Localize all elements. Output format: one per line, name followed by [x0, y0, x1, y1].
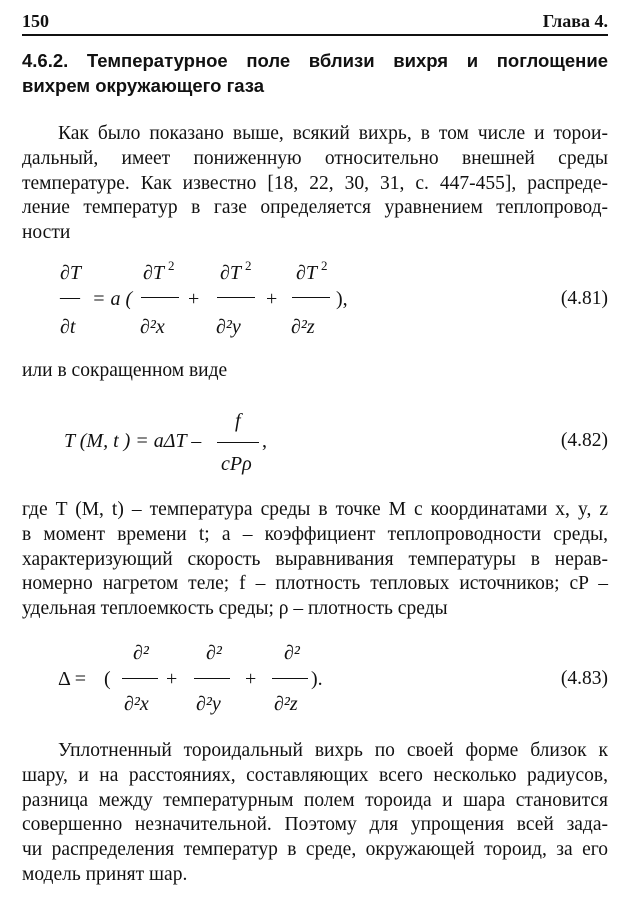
equation-number: (4.83) — [560, 668, 608, 689]
page-header — [22, 8, 608, 36]
paragraph-intro — [22, 122, 608, 246]
eq-lhs-numerator: ∂T — [60, 262, 82, 284]
text-line: в момент времени t; a – коэффициент теплопроводности среды, — [22, 523, 608, 545]
eq-fraction-bar — [217, 442, 259, 443]
eq-tail: , — [262, 430, 267, 452]
eq-frac1-denominator: ∂²x — [140, 316, 165, 338]
eq-frac2-bar — [194, 678, 230, 679]
text-line: номерно нагретом теле; f – плотность тепловых источников; cP – — [22, 573, 608, 595]
text-line: шару, и на расстояниях, составляющих всего несколько радиусов, — [22, 764, 608, 786]
text-line: температуре. Как известно [18, 22, 30, 31, с. 447-455], распреде- — [22, 172, 608, 194]
paragraph-short-form: или в сокращенном виде — [22, 360, 228, 381]
text-line: где T (M, t) – температура среды в точке M с координатами x, y, z — [22, 499, 608, 520]
text-line: ление температур в газе определяется уравнением теплопровод- — [22, 197, 608, 219]
eq-lhs: T (M, t ) = aΔT – — [64, 430, 202, 452]
paragraph-conclusion — [22, 739, 608, 888]
eq-coefficient: = a ( — [92, 288, 133, 310]
eq-frac1-bar — [141, 297, 179, 298]
text-line: разница между температурным полем тороида и шара становится — [22, 789, 608, 811]
eq-frac1-numerator: ∂² — [133, 642, 149, 664]
eq-plus: + — [188, 288, 200, 310]
eq-frac3-numerator: ∂² — [284, 642, 300, 664]
eq-numerator: f — [235, 410, 241, 432]
text-line: характеризующий скорость выравнивания температуры в нерав- — [22, 548, 608, 570]
eq-frac2-denominator: ∂²y — [216, 316, 241, 338]
eq-plus: + — [266, 288, 278, 310]
eq-frac2-denominator: ∂²y — [196, 693, 221, 715]
eq-frac3-denominator: ∂²z — [274, 693, 298, 715]
text-line: совершенно незначительной. Поэтому для упрощения всей зада- — [22, 814, 608, 836]
eq-frac2-numerator: ∂T — [220, 262, 242, 284]
eq-frac1-denominator: ∂²x — [124, 693, 149, 715]
eq-close: ). — [311, 668, 323, 690]
section-heading-line: 4.6.2. Температурное поле вблизи вихря и поглощение — [22, 50, 608, 71]
eq-lhs-denominator: ∂t — [60, 316, 76, 338]
eq-frac3-numerator: ∂T — [296, 262, 318, 284]
section-heading-line: вихрем окружающего газа — [22, 75, 265, 96]
eq-frac2-numerator: ∂² — [206, 642, 222, 664]
eq-frac2-exponent: 2 — [245, 258, 252, 273]
equation-number: (4.82) — [560, 430, 608, 451]
text-line: модель принят шар. — [22, 863, 188, 885]
eq-lhs: Δ = — [58, 668, 87, 690]
eq-denominator: cPρ — [221, 453, 252, 475]
eq-frac3-exponent: 2 — [321, 258, 328, 273]
text-line: ности — [22, 222, 71, 244]
eq-frac3-bar — [272, 678, 308, 679]
eq-frac3-bar — [292, 297, 330, 298]
eq-lhs-bar: — — [60, 286, 80, 308]
eq-open: ( — [104, 668, 111, 690]
text-line: чи распределения температур в среде, окружающей тороид, за его — [22, 839, 608, 861]
equation-number: (4.81) — [560, 288, 608, 309]
paragraph-definitions — [22, 498, 608, 622]
text-line: Уплотненный тороидальный вихрь по своей форме близок к — [58, 740, 608, 761]
chapter-label: Глава 4. — [542, 11, 608, 31]
eq-frac1-numerator: ∂T — [143, 262, 165, 284]
eq-close: ), — [336, 288, 348, 310]
eq-frac2-bar — [217, 297, 255, 298]
page-number: 150 — [22, 11, 49, 31]
text-line: дальный, имеет пониженную относительно внешней среды — [22, 147, 608, 169]
eq-plus: + — [166, 668, 178, 690]
eq-frac1-bar — [122, 678, 158, 679]
eq-frac3-denominator: ∂²z — [291, 316, 315, 338]
eq-plus: + — [245, 668, 257, 690]
eq-frac1-exponent: 2 — [168, 258, 175, 273]
text-line: удельная теплоемкость среды; ρ – плотность среды — [22, 598, 448, 620]
text-line: Как было показано выше, всякий вихрь, в том числе и торои- — [58, 123, 608, 144]
section-heading — [22, 48, 608, 98]
